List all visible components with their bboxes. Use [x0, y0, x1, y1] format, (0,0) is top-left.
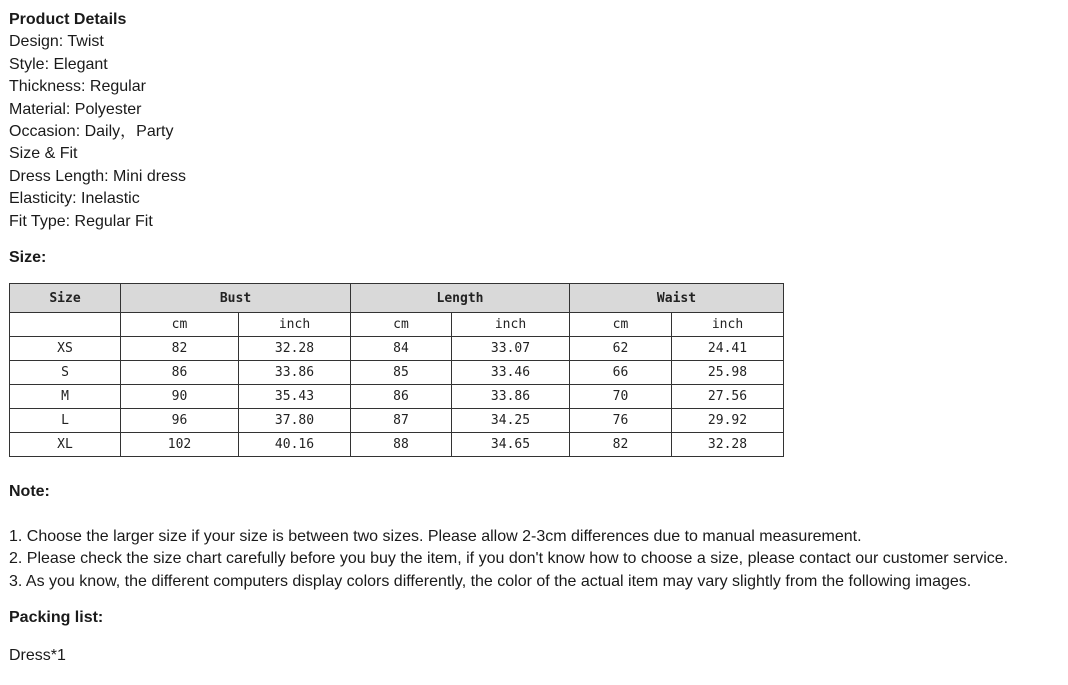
size-heading: Size:	[9, 249, 47, 267]
detail-dress-length: Dress Length: Mini dress	[9, 167, 186, 185]
table-cell: 62	[570, 337, 672, 361]
table-cell: 96	[121, 409, 239, 433]
table-cell: 90	[121, 385, 239, 409]
unit-cell	[10, 313, 121, 337]
table-cell: 27.56	[672, 385, 784, 409]
table-cell: 76	[570, 409, 672, 433]
header-size: Size	[10, 284, 121, 313]
table-cell: 24.41	[672, 337, 784, 361]
table-cell: 66	[570, 361, 672, 385]
detail-occasion: Occasion: Daily，Party	[9, 123, 174, 141]
detail-thickness: Thickness: Regular	[9, 78, 146, 96]
table-cell: 32.28	[239, 337, 351, 361]
table-cell: 86	[121, 361, 239, 385]
unit-cell: cm	[570, 313, 672, 337]
table-cell: 35.43	[239, 385, 351, 409]
table-cell: 34.65	[452, 433, 570, 457]
size-label: M	[10, 385, 121, 409]
detail-material: Material: Polyester	[9, 100, 142, 118]
size-label: L	[10, 409, 121, 433]
detail-style: Style: Elegant	[9, 55, 108, 73]
note-item: 1. Choose the larger size if your size is between two sizes. Please allow 2-3cm differences due to manual measurement.	[9, 528, 862, 546]
table-cell: 33.46	[452, 361, 570, 385]
table-cell: 25.98	[672, 361, 784, 385]
packing-list-item: Dress*1	[9, 647, 66, 665]
table-cell: 85	[351, 361, 452, 385]
detail-size-fit: Size & Fit	[9, 145, 78, 163]
table-cell: 88	[351, 433, 452, 457]
size-chart-table	[9, 283, 784, 457]
packing-list-heading: Packing list:	[9, 609, 104, 627]
note-item: 3. As you know, the different computers display colors differently, the color of the actual item may vary slightly from the following images.	[9, 572, 972, 590]
table-row	[10, 385, 784, 409]
table-row	[10, 337, 784, 361]
unit-cell: cm	[121, 313, 239, 337]
table-row	[10, 409, 784, 433]
table-header-row	[10, 284, 784, 313]
table-cell: 34.25	[452, 409, 570, 433]
table-cell: 70	[570, 385, 672, 409]
unit-cell: inch	[672, 313, 784, 337]
table-cell: 84	[351, 337, 452, 361]
table-cell: 82	[570, 433, 672, 457]
note-heading: Note:	[9, 483, 50, 501]
table-cell: 33.86	[452, 385, 570, 409]
table-cell: 102	[121, 433, 239, 457]
note-item: 2. Please check the size chart carefully before you buy the item, if you don't know how to choose a size, please contact our customer service.	[9, 550, 1009, 568]
product-description	[9, 0, 1059, 666]
product-details	[9, 9, 1059, 233]
table-row	[10, 433, 784, 457]
table-cell: 87	[351, 409, 452, 433]
size-label: XL	[10, 433, 121, 457]
table-cell: 29.92	[672, 409, 784, 433]
detail-design: Design: Twist	[9, 33, 104, 51]
table-cell: 82	[121, 337, 239, 361]
note-list	[9, 526, 1059, 593]
table-cell: 40.16	[239, 433, 351, 457]
table-cell: 32.28	[672, 433, 784, 457]
table-cell: 33.07	[452, 337, 570, 361]
header-bust: Bust	[121, 284, 351, 313]
unit-cell: cm	[351, 313, 452, 337]
table-row	[10, 361, 784, 385]
header-length: Length	[351, 284, 570, 313]
unit-cell: inch	[452, 313, 570, 337]
table-unit-row	[10, 313, 784, 337]
table-cell: 37.80	[239, 409, 351, 433]
detail-fit-type: Fit Type: Regular Fit	[9, 212, 153, 230]
size-label: XS	[10, 337, 121, 361]
table-cell: 33.86	[239, 361, 351, 385]
unit-cell: inch	[239, 313, 351, 337]
header-waist: Waist	[570, 284, 784, 313]
size-label: S	[10, 361, 121, 385]
product-details-heading: Product Details	[9, 11, 127, 28]
table-cell: 86	[351, 385, 452, 409]
detail-elasticity: Elasticity: Inelastic	[9, 190, 140, 208]
